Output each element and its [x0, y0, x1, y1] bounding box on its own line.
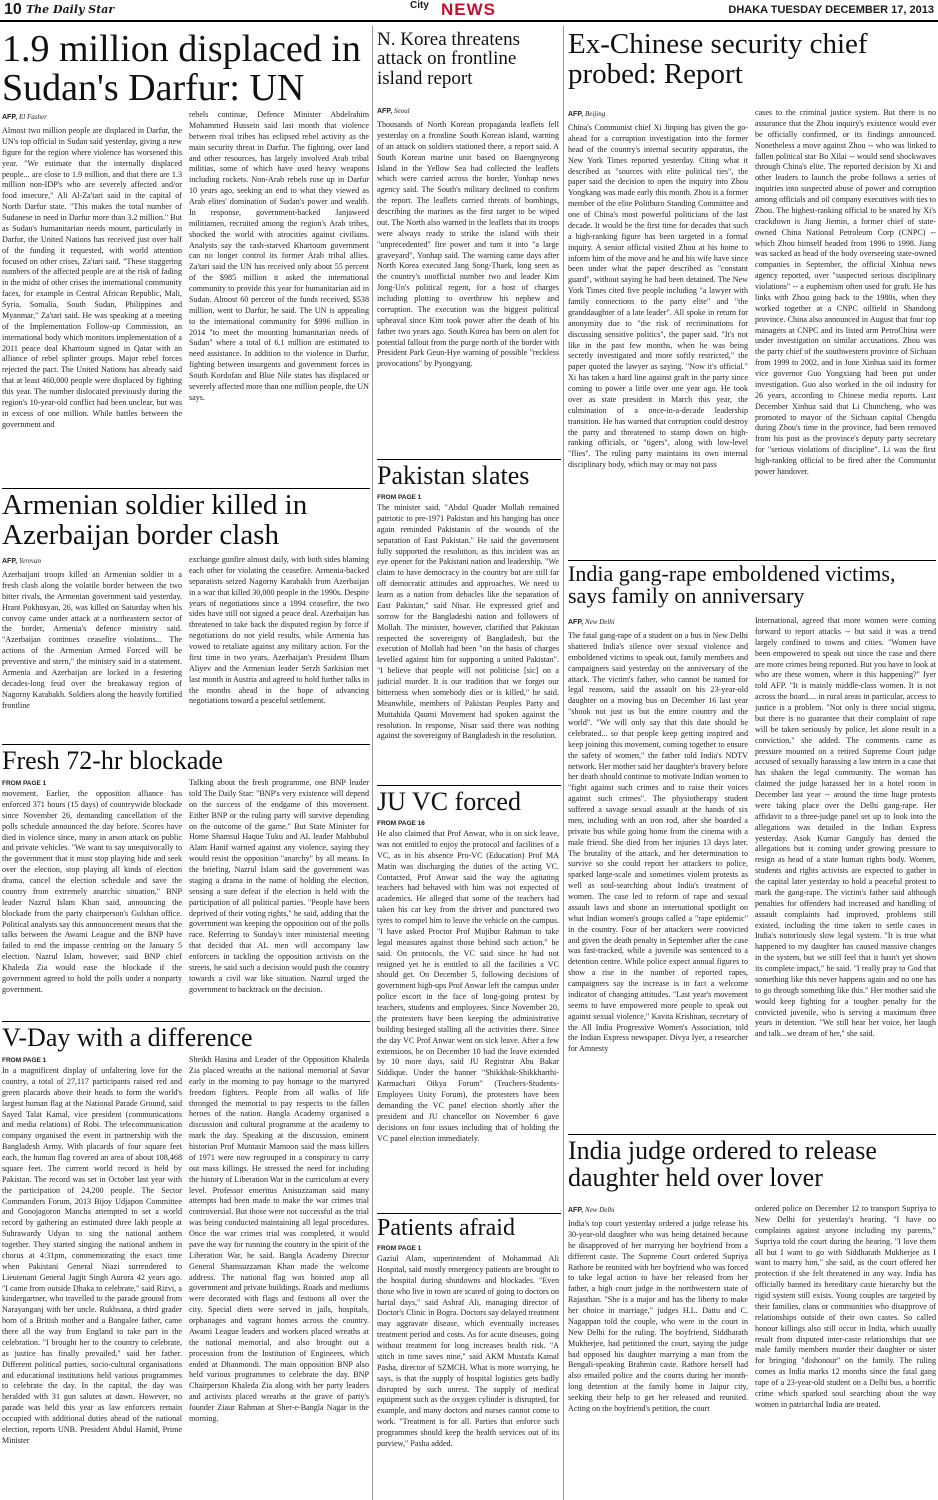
byline-place: New Delhi — [585, 618, 615, 626]
column-separator — [563, 26, 564, 1500]
article-text: Talking about the fresh programme, one BNP leader told The Daily Star: "BNP's very existence will depend on the success of the endgame of this movement. Either BNP or the ruling party will survive depending on the outcome of the game." But State Minister for Home Shamsul Haque Tuku and AL leader Mahbubul Alam Hanif warned against any violence, saying they would resist the opposition "anarchy" by all means. In the briefing, Nazrul Islam said the government was staging a drama in the name of holding the election, sensing a sure defeat if the election is held with the participation of all political parties. "People have been deprived of their voting rights," he said, adding that the government was keeping the opposition out of the polls race. Referring to Sunday's inter ministerial meeting that decided that AL men will accompany law enforcers in tackling the opposition activists on the streets, he said such a decision would push the country towards a civil war like situation. Nazrul urged the government to backtrack on the decision. — [189, 778, 369, 994]
byline-place: New Delhi — [585, 1206, 615, 1214]
article-text: ordered police on December 12 to transport Supriya to New Delhi for yesterday's hearing. "I have no complaints against anyone including my parents," Supriya told the court during the hearing. "I love them all but I want to go with Siddharath Mukherjee as I want to marry him," she said, as the court offered her protection if she felt threatened in any way. India has officially banned its hereditary caste hierarchy but the rigid system still exists. Young couples are targeted by their families, clans or communities who disapprove of relationships outside of their own castes. So called honour killings also still occur in India, which usually result from disputed inter-caste relationships that see male family members murder their daughter or sister for bringing "dishonour" on the family. The ruling comes as India marks 12 months since the fatal gang rape of a 23-year-old student on a Delhi bus, a horrific crime which sparked soul searching about the way women in patriarchal India are treated. — [755, 1204, 936, 1409]
article-text: China's Communist chief Xi Jinping has given the go-ahead for a corruption investigation into the former head of the country's internal security apparatus, the New York Times reported yesterday. Citing what it described as "sources with elite political ties", the paper said the decision to open the inquiry into Zhou Yongkang was made early this month. Zhou is a former member of the elite Politburo Standing Committee and one of China's most powerful politicians of the last decade. It would be the first time for decades that such a high-ranking figure has been targeted in a formal inquiry. A senior official visited Zhou at his home to inform him of the move and he and his wife have since been under what the paper described as "constant guard", without saying he had been detained. The New York Times cited five people including "a lawyer with family connections to the party elite" and "the granddaughter of a late leader". All spoke in return for anonymity due to "the risk of recriminations for discussing sensitive politics", the paper said. "It's not like in the past few months, when he was being secretly investigated and more softly restricted," the paper quoted the lawyer as saying. "Now it's official." Xi has taken a hard line against graft in the party since coming to power a little over one year ago. He took over as state president in March this year, the culmination of a once-in-a-decade leadership transition. He has warned that corruption could destroy the party and threatened to stamp down on high-ranking officials, or "tigers", along with low-level "flies". The ruling party maintains its own internal disciplinary body, which may or may not pass — [568, 123, 748, 470]
headline-darfur: 1.9 million displaced in Sudan's Darfur: UN — [2, 28, 361, 109]
byline-india-judge — [568, 1206, 615, 1214]
article-india-rape-col1 — [568, 631, 748, 1131]
article-blockade-col2 — [189, 778, 369, 1019]
divider — [377, 459, 561, 460]
article-china-col1 — [568, 123, 748, 557]
article-juvc — [377, 829, 559, 1210]
byline-place: El Fasher — [19, 113, 47, 121]
article-text: He also claimed that Prof Anwar, who is on sick leave, was not entitled to enjoy the protocol and facilities of a VC, as in his absence Pro-VC (Education) Prof MA Matin was discharging the duties of the acting VC. Contacted, Prof Anwar said the way the agitating teachers had behaved with him was not expected of academics. He alleged that some of the teachers had taken his car key from the driver and punctured two tyres to compel him to leave the vehicle on the campus. "I have asked Proctor Prof Mujibur Rahman to take legal measures against those behind such action," he said. On protocols, the VC said since he had not resigned yet he is entitled to all the facilities a VC should get. On December 5, following decisions of government high-ups Prof Anwar left the campus under police escort in the face of long-going protest by teachers, students and employees. Since November 20, the protesters have been keeping the administrative building besieged stalling all the activities there. Since the day VC Prof Anwar went on sick leave. After a few extensions, he on December 10 had the leave extended by 10 more days, said JU Registrar Abu Bakar Siddique. Under the banner "Shikkhak-Shikkharthi-Karmachari Oikya Forum" (Teachers-Students-Employees Unity Forum), the protesters have been demanding the VC panel election shortly after the president and JU chancellor on November 6 gave decisions on four issues including that of holding the VC panel election immediately. — [377, 829, 559, 1143]
article-text: International, agreed that more women were coming forward to report attacks -- but said it was a trend largely confined to towns and cities. "Women have been empowered to speak out since the case and there are more crimes being reported. But you have to look at who are these women, where is this happening?" Iyer told AFP. "It is mainly middle-class women. It is not across the board.... in rural areas in particular, access to justice is a problem. "Not only is there social stigma, but there is no guarantee that their complaint of rape will be taken seriously by police, let alone result in a conviction," she added. The comments came as pressure mounted on a retired Supreme Court judge accused of sexually harassing a law intern in a case that has shaken the legal community. The woman has claimed the judge harassed her in a hotel room in December last year -- around the time huge protests were taking place over the Delhi gang-rape. Her affidavit to a three-judge panel set up to look into the allegations was detailed in the Indian Express yesterday. Asok Kumar Ganguly has denied the allegations but is coming under growing pressure to resign as head of a state human rights body. Women, students and rights activists are expected to gather in the capital later yesterday to hold a peaceful protest to mark the gang-rape. The victim's father said although penalties for offenders had increased and handling of assault complaints had improved, problems still existed, including the time taken to settle cases in India's notoriously slow legal system. "It is true what happened to my daughter has caused massive changes in the system, but we still feel that it hasn't yet shown its complete impact," he said. "I really pray to God that something like this never happens again and no one has to go through something like this." Her mother said she would keep fighting for a tougher penalty for the convicted juvenile, who is serving a maximum three years in detention. "We still hear her voice, her laugh and talk...we dream of her," she said. — [755, 616, 936, 1039]
byline-china — [568, 110, 605, 118]
article-text: rebels continue, Defence Minister Abdelrahim Mohammed Hussein said last month that violence between rival tribes has eclipsed rebel activity as the main security threat in Darfur. The fighting, over land and other resources, has largely involved Arab tribal militias, some of which have used heavy weapons including rockets. Non-Arab rebels rose up in Darfur 10 years ago, seeking an end to what they viewed as Arab elites' domination of Sudan's power and wealth. In response, government-backed Janjaweed militiamen, recruited among the region's Arab tribes, shocked the world with atrocities against civilians. Analysts say the cash-starved Khartoum government can no longer control its former Arab tribal allies. Za'tari said the UN has received only about 55 percent of the $985 million it asked the international community to provide this year for humanitarian aid in Sudan. Almost 60 percent of the funds received, $538 million, went to Darfur, he said. The UN is appealing to the international community for $996 million in 2014 "to meet the mounting humanitarian needs of Sudan" where a total of 6.1 million are estimated to need assistance. In addition to the violence in Darfur, fighting between insurgents and government forces in South Kordofan and Blue Nile states has displaced or severely affected more than one million people, the UN says. — [189, 110, 369, 402]
article-darfur-col1 — [2, 126, 182, 485]
byline-agency: AFP, — [568, 619, 584, 626]
byline-agency: AFP, — [377, 108, 393, 115]
article-korea — [377, 120, 559, 456]
column-separator — [372, 26, 373, 1500]
byline-agency: AFP, — [568, 111, 584, 118]
byline-agency: AFP, — [568, 1207, 584, 1214]
section-title: NEWS — [441, 0, 496, 19]
dateline: DHAKA TUESDAY DECEMBER 17, 2013 — [728, 4, 934, 16]
page-number: 10 — [4, 1, 22, 18]
byline-place: Yerevan — [19, 557, 42, 565]
article-china-col2 — [755, 108, 936, 557]
article-armenia-col1 — [2, 570, 182, 741]
section-label: City — [410, 0, 429, 11]
divider — [2, 1021, 370, 1022]
divider — [377, 785, 561, 786]
headline-china: Ex-Chinese security chief probed: Report — [568, 28, 868, 90]
byline-place: Beijing — [585, 110, 606, 118]
from-page-label: FROM PAGE 1 — [2, 1057, 47, 1064]
article-text: Gaziul Alam, superintendent of Mohammad Ali Hospital, said mostly emergency patients are brought to the hospital during shutdowns and blockades. "Even those who live in town are scared of going to doctors on hartal days," said Ashraf Ali, managing director of Doctor's Clinic in Bogra. Doctors say delayed treatment may aggravate disease, which eventually increases treatment period and costs. As for acute diseases, going without treatment for long increases health risk. "A stitch in time saves nine," said AKM Mustafa Kamal Pasha, director of SZMCH. What is more worrying, he says, is that the supply of hospital logistics gets badly disrupted by such unrest. The supply of medical equipment such as the oxygen cylinder is disrupted, for example, and many doctors and nurses cannot come to work. "Treatment is for all. Parties that enforce such programmes should keep the health services out of its purview," Pasha added. — [377, 1254, 559, 1448]
byline-armenia — [2, 557, 41, 565]
article-text: cases to the criminal justice system. But there is no assurance that the Zhou inquiry's existence would ever be officially confirmed, or its findings announced. Nonetheless a move against Zhou -- who was linked to fallen political star Bo Xilai -- would send shockwaves through China's elite. The reported decision by Xi and other leaders to launch the probe follows a series of inquiries into suspected abuse of power and corruption among officials and oil company executives with ties to Zhou. The highest-ranking official to be snared by Xi's crackdown is Jiang Jiemin, a former chief of state-owned China National Petroleum Corp (CNPC) -- which Zhou himself headed from 1996 to 1998. Jiang was sacked as head of the body overseeing state-owned companies in September, the official Xinhua news agency reported, over "suspected serious disciplinary violations" -- a euphemism often used for graft. He has links with Zhou going back to the 1980s, when they worked together at a CNPC oilfield in Shandong province. China also announced in August that four top managers at CNPC and its listed arm PetroChina were under investigation on similar accusations. Zhou was the party chief of the southwestern province of Sichuan from 1999 to 2002, and in June Xinhua said its former vice governor Guo Yongxiang had been put under investigation. Guo also worked in the oil industry for 26 years, according to Chinese media reports. Last December Xinhua said that Li Chuncheng, who was promoted to mayor of the Sichuan capital Chengdu during Zhou's time in the province, had been removed from his post as the province's deputy party secretary for "serious violations of discipline". Li was the first high-ranking official to be fired after the Communist power handover. — [755, 108, 936, 476]
article-blockade-col1 — [2, 789, 182, 1019]
from-page-label: FROM PAGE 1 — [377, 1245, 422, 1252]
article-text: The fatal gang-rape of a student on a bus in New Delhi shattered India's silence over sexual violence and emboldened victims to speak out, family members and campaigners said yesterday on the anniversary of the attack. The victim's father, who cannot be named for legal reasons, said the assault on his 23-year-old daughter on a moving bus on December 16 last year "shook not just us but the entire country and the world". "We will only say that this date should be celebrated... so that people keep getting inspired and keep joining this movement, coming together to ensure the safety of women," the father told India's NDTV network. Her mother said her daughter's bravery before her death should continue to motivate Indian women to "fight against such crimes and to raise their voices against such crimes". The physiotherapy student suffered a savage sexual assault at the hands of six men, including with an iron rod, after she boarded a private bus while going home from the cinema with a male friend. She died from her injuries 13 days later. The brutality of the attack, and her determination to survive so she could report her attackers to police, sparked large-scale and sometimes violent protests as well as soul-searching about India's treatment of women. The case led to reform of rape and sexual assault laws and shone an international spotlight on what Indian women's groups called a "rape epidemic" in the country. Four of her attackers were convicted and given the death penalty in September after the case was fast-tracked, while a juvenile was sentenced to a detention centre. While police expect annual figures to show a rise in the number of reported rapes, campaigners say the increase is in fact a welcome indicator of changing attitudes. "Last year's movement seems to have empowered more people to speak out against sexual violence," Kavita Krishnan, secretary of the All India Progressive Women's Association, told the Indian Express newspaper. Divya Iyer, a researcher for Amnesty — [568, 631, 748, 1054]
article-text: The minister said, "Abdul Quader Mollah remained patriotic to pre-1971 Pakistan and his hanging has once again reminded Pakistanis of the wounds of the separation of East Pakistan." He said the government fully supported the resolution, as this incident was an eye opener for the Pakistani nation and leadership. "We claim to have democracy in the country but are still far off democratic attitudes and approaches. We need to learn as a nation from debacles like the separation of East Pakistan," said Nisar. He expressed grief and sorrow for the Bangladeshi nation and followers of Mollah. The minister, however, clarified that Pakistan respected the sovereignty of Bangladesh, but the execution of Mollah had been "on the basis of charges levelled against him for supporting a united Pakistan". "I believe that people will not politicise [sic] on a judicial murder. It is our tradition that we forget our bitterness when somebody dies or is killed," he said. Meanwhile, members of Pakistan Peoples Party and Muttahida Qaumi Movement had spoken against the resolution. In response, Nisar said there was nothing against the sovereignty of Bangladesh in the resolution. — [377, 503, 559, 741]
article-text: Azerbaijani troops killed an Armenian soldier in a fresh clash along the volatile border between the two bitter rivals, the Armenian government said yesterday. Hrant Pokhosyan, 26, was killed on Saturday when his convoy came under attack at a northeastern sector of the border, Armenia's defence ministry said. "Azerbaijan continues ceasefire violations... The actions of the Armenian Armed Forced will be preventive and stern," the ministry said in a statement. Armenia and Azerbaijan are locked in a festering decades-long feud over the breakaway region of Nagorny Karabakh. Soldiers along the heavily fortified frontline — [2, 570, 182, 710]
article-india-judge-col1 — [568, 1219, 748, 1498]
byline-korea — [377, 107, 410, 115]
article-pakistan — [377, 503, 559, 782]
masthead — [0, 0, 938, 22]
headline-vday: V-Day with a difference — [2, 1023, 253, 1052]
article-armenia-col2 — [189, 555, 369, 741]
article-patients — [377, 1254, 559, 1498]
article-text: Thousands of North Korean propaganda leaflets fell yesterday on a frontline South Korean island, warning of an attack on soldiers stationed there, a report said. A South Korean marine unit based on Baengnyeong Island in the Yellow Sea had collected the leaflets which were carried across the border, Yonhap news agency said. The South's military declined to confirm the report. The leaflets carried threats of bombings, describing the marines as the first target to be wiped out. The North also warned in the leaflets that its troops were always ready to strike the island with their "unprecedented" fire power and turn it into "a large graveyard", Yonhap said. The warning came days after North Korea executed Jang Song-Thaek, long seen as the country's unofficial number two and leader Kim Jong-Un's political regent, for a host of charges including plotting to overthrow his nephew and corruption. The execution was the biggest political upheaval since Kim took power after the death of his father two years ago. South Korea has been on alert for potential fallout from the purge north of the border with President Park Geun-Hye warning of possible "reckless provocations" by Pyongyang. — [377, 120, 559, 369]
byline-place: Seoul — [394, 107, 410, 115]
article-text: movement. Earlier, the opposition alliance has enforced 371 hours (15 days) of countrywide blockade since November 26, demanding cancellation of the polls schedule announced the day before. Scores have died in violence since, many in arson attack on public and private vehicles. "We want to say unequivocally to the government that it must stop playing hide and seek over the election, stop playing all kinds of election drama, cancel the election schedule and save the country from extremely anarchic situation," BNP leader Nazrul Islam Khan said, announcing the blockade from the party chairperson's Gulshan office. Political analysts say this announcement means that the talks between the Awami League and the BNP have failed to end the impasse centring on the January 5 election. Nazrul Islam, however, said BNP chief Khaleda Zia would ease the blockade if the government agreed to hold the polls under a nonparty government. — [2, 789, 182, 994]
paper-name: The Daily Star — [26, 3, 115, 16]
article-text: In a magnificent display of unfaltering love for the country, a total of 27,117 participants raised red and green placards above their heads to form the world's largest human flag at the National Parade Ground, said Sayed Talat Kamal, vice president (communications and media relations) of Robi. The telecommunication company organised the event in partnership with the Bangladesh Army. With placards of four square feet each, the human flag covered an area of about 108,468 square feet. The current world record is held by Pakistan. The record was set in October last year with the participation of 24,200 people. The Sector Commanders Forum, 2013 Bijoy Udjapon Committee and Gonojagoron Mancha attempted to set a world record by gathering an estimated three lakh people at Suhrawardy Udyan to sing the national anthem together. They started singing the national anthem in chorus at 4:31pm, commemorating the exact time when Pakistani General Niazi surrendered to Lieutenant General Jagjit Singh Aurora 42 years ago. "I came from outside Dhaka to celebrate," said Rizvi, a kindergartner, who travelled to the parade ground from Narayanganj with her uncle. Rukhsana, a third grader born of a British mother and a Bangalee father, came there all the way from England to take part in the celebration. "I brought her to the country to celebrate, as justice has finally prevailed," said her father. Different political parties, socio-cultural organisations and educational institutions held various programmes to celebrate the day. In the capital, the day was heralded with 31 gun salutes at dawn. However, no parade was held this year as law enforcers remain occupied with additional duties ahead of the national election, reports UNB. President Abdul Hamid, Prime Minister — [2, 1066, 182, 1445]
headline-india-rape: India gang-rape emboldened victims, says family on anniversary — [568, 561, 896, 609]
headline-blockade: Fresh 72-hr blockade — [2, 746, 223, 775]
byline-darfur — [2, 113, 47, 121]
headline-pakistan: Pakistan slates — [377, 461, 530, 490]
article-text: Sheikh Hasina and Leader of the Opposition Khaleda Zia placed wreaths at the national memorial at Savar early in the morning to pay homage to the martyred freedom fighters. People from all walks of life thronged the memorial to pay respects to the fallen heroes of the nation. Bangla Academy organised a discussion and cultural programme at the academy to mark the day. Speaking at the discussion, eminent historian Prof Muntasir Mamoon said the mass killers of 1971 were now regrouped in a conspiracy to carry out mass killings. He stressed the need for including the history of Liberation War in the curriculum at every level. Professor emeritus Anisuzzaman said many attempts had been made to make the war crimes trial controversial. But those were not successful as the trial was being conducted maintaining all legal procedures. Once the war crimes trial was completed, it would pave the way for running the country in the spirit of the Liberation War, he said. Bangla Academy Director General Shamsuzzaman Khan made the welcome address. The national flag was hoisted atop all government and private buildings. Roads and mediums were decorated with flags and festoons all over the city. Special diets were served in jails, hospitals, orphanages and vagrant homes across the country. Awami League leaders and workers placed wreaths at the national memorial, and also brought out a procession from the Institution of Engineers, which ended at Dhanmondi. The main opposition BNP also held various programmes to celebrate the day. BNP Chairperson Khaleda Zia along with her party leaders and activists placed wreaths at the grave of party's founder Ziaur Rahman at Sher-e-Bangla Nagar in the morning. — [189, 1055, 369, 1423]
article-vday-col2 — [189, 1055, 369, 1498]
article-text: India's top court yesterday ordered a judge release his 30-year-old daughter who was being detained because he disapproved of her marrying her boyfriend from a different caste. The Supreme Court ordered Supriya Rathore be reunited with her boyfriend who was forced to take legal action to have her released from her father, a high court judge in the northwestern state of Rajasthan. "She is a major and has the liberty to make her choice in marriage," judges H.L. Dattu and C. Nagappan told the couple, who were in the court in New Delhi for the ruling. The boyfriend, Siddharath Mukherjee, had petitioned the court, saying the judge had opposed his daughter marrying a man from the Bengali-speaking Brahmin caste. Rathore herself had also emailed police and the courts during her month-long detention at the family home in Jaipur city, seeking their help to get her released and reunited. Acting on the boyfriend's petition, the court — [568, 1219, 748, 1413]
article-india-rape-col2 — [755, 616, 936, 1131]
headline-patients: Patients afraid — [377, 1215, 515, 1241]
article-vday-col1 — [2, 1066, 182, 1498]
article-india-judge-col2 — [755, 1204, 936, 1498]
headline-juvc: JU VC forced — [377, 787, 521, 816]
from-page-label: FROM PAGE 16 — [377, 820, 425, 827]
divider — [377, 1213, 561, 1214]
divider — [2, 744, 370, 745]
byline-agency: AFP, — [2, 114, 18, 121]
headline-armenia: Armenian soldier killed in Azerbaijan border clash — [2, 489, 308, 551]
from-page-label: FROM PAGE 1 — [2, 780, 47, 787]
from-page-label: FROM PAGE 1 — [377, 494, 422, 501]
article-text: exchange gunfire almost daily, with both sides blaming each other for violating the ceasefire. Armenia-backed separatists seized Nagorny Karabakh from Azerbaijan in a war that killed 30,000 people in the 1990s. Despite years of negotiations since a 1994 ceasefire, the two sides have still not signed a peace deal. Azerbaijan has threatened to take back the disputed region by force if negotiations do not yield results, while Armenia has vowed to retaliate against any military action. For the first time in two years, Azerbaijan's President Ilham Aliyev and the Armenian leader Serzh Sarkisian met last month in Austria and agreed to hold further talks in the months ahead in the hope of advancing negotiations toward a peaceful settlement. — [189, 555, 369, 706]
divider — [568, 1134, 936, 1135]
byline-agency: AFP, — [2, 558, 18, 565]
article-text: Almost two million people are displaced in Darfur, the UN's top official in Sudan said yesterday, giving a new figure for the region where violence has worsened this year. "We estimate that the internally displaced people... are close to 1.9 million, and that there are 1.3 million non-IDP's who are severely affected and/or food insecure," Ali Al-Za'tari said in the capital of North Darfur state. "This makes the total number of Sudanese in need in Darfur more than 3.2 million." But as Sudan's humanitarian needs mount, particularly in Darfur, the United Nations has received just over half of the funding it requested, with world attention focused on other crises, Za'tari said. "These staggering numbers of the affected people are at the risk of fading in the midst of other crises the international community faces, for example in Central African Republic, Mali, Syria, Somalia, South Sudan, Philippines and Myanmar," Za'tari said. He was speaking at a meeting of the Implementation Follow-up Commission, an international body which monitors implementation of a 2011 peace deal Khartoum signed in Qatar with an alliance of rebel splinter groups. Major rebel forces rejected the pact. The United Nations has already said that at least 460,000 people were displaced by fighting this year. The number dislocated previously during the region's 10-year-old conflict had been unclear, but was in excess of one million. While battles between the government and — [2, 126, 182, 429]
headline-korea: N. Korea threatens attack on frontline island report — [377, 29, 520, 89]
headline-india-judge: India judge ordered to release daughter held over lover — [568, 1136, 877, 1192]
byline-india-rape — [568, 618, 615, 626]
article-darfur-col2 — [189, 110, 369, 485]
